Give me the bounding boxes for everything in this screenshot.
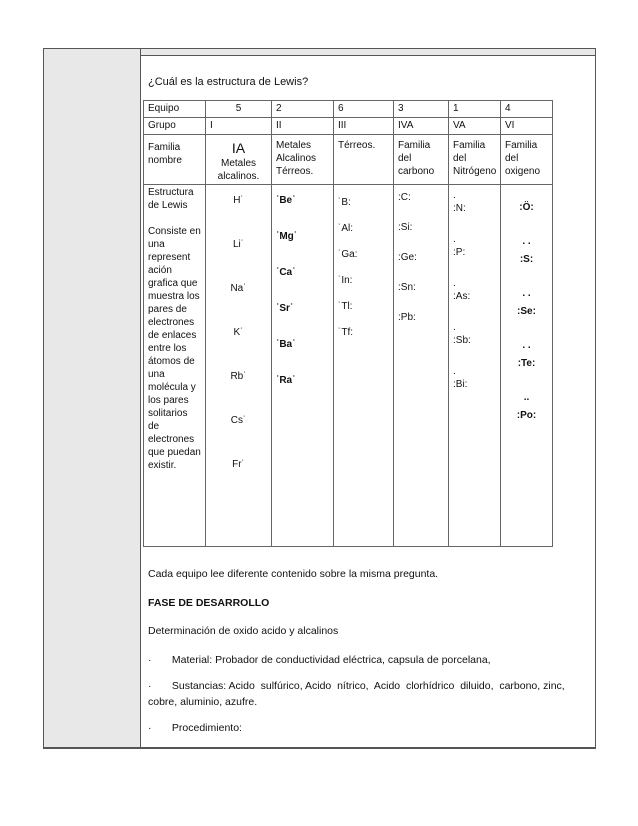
lewis-symbol: ˙Ba˙ <box>276 339 296 350</box>
grupo-cell: VA <box>449 118 501 135</box>
lewis-symbol: ˙Ra˙ <box>276 375 296 386</box>
familia-row <box>144 135 553 185</box>
equipo-cell: 2 <box>272 101 334 118</box>
familia-ia-sub: Metales alcalinos. <box>217 158 260 182</box>
group3-lewis-cell <box>334 185 394 547</box>
lewis-symbol: ˙Tf: <box>338 327 353 338</box>
familia-cell: Familia del Nitrógeno <box>449 135 501 185</box>
lewis-symbol: . :P: <box>453 234 466 258</box>
lewis-symbol: ˙Ga: <box>338 249 358 260</box>
group1-lewis-cell <box>206 185 272 547</box>
equipo-cell: 5 <box>206 101 272 118</box>
lewis-symbol: :Si: <box>398 222 413 233</box>
grupo-cell: III <box>334 118 394 135</box>
grupo-cell: IVA <box>394 118 449 135</box>
grupo-cell: I <box>206 118 272 135</box>
lewis-symbol: K˙ <box>233 327 244 338</box>
lewis-symbol: :C: <box>398 192 411 203</box>
grupo-row <box>144 118 553 135</box>
lewis-symbol: ˙Tl: <box>338 301 353 312</box>
bullet-material: · Material: Probador de conductividad eléctrica, capsula de porcelana, <box>148 654 491 666</box>
lewis-symbol: ˙Ca˙ <box>276 267 296 278</box>
left-margin-column <box>44 49 141 749</box>
lewis-symbol: ˙B: <box>338 197 351 208</box>
lewis-symbol: ˙Al: <box>338 223 353 234</box>
equipo-cell: 6 <box>334 101 394 118</box>
lewis-structure-table <box>143 100 553 547</box>
familia-cell: Familia del oxigeno <box>501 135 553 185</box>
grupo-label: Grupo <box>144 118 206 135</box>
estructura-row <box>144 185 553 547</box>
familia-label: Familia nombre <box>144 135 206 185</box>
lewis-symbol: .. :Po: <box>516 392 537 421</box>
equipo-cell: 4 <box>501 101 553 118</box>
paragraph-subtitle: Determinación de oxido acido y alcalinos <box>148 625 339 637</box>
top-header-strip <box>141 49 595 56</box>
bullet-sustancias: · Sustancias: Acido sulfúrico, Acido nítrico, Acido clorhídrico diluido, carbono, zinc, <box>148 680 565 692</box>
lewis-symbol: . . :S: <box>519 236 534 265</box>
estructura-label-cell <box>144 185 206 547</box>
lewis-symbol: . . :Se: <box>517 288 536 317</box>
lewis-symbol: H˙ <box>233 195 244 206</box>
group2-lewis-cell <box>272 185 334 547</box>
grupo-cell: VI <box>501 118 553 135</box>
group5-lewis-cell <box>449 185 501 547</box>
lewis-symbol: ˙In: <box>338 275 353 286</box>
question-text: ¿Cuál es la estructura de Lewis? <box>148 76 309 88</box>
lewis-symbol: Cs˙ <box>230 415 247 426</box>
lewis-symbol: Rb˙ <box>230 371 247 382</box>
equipo-cell: 1 <box>449 101 501 118</box>
lewis-symbol: . . :Te: <box>517 340 536 369</box>
familia-cell: Térreos. <box>334 135 394 185</box>
familia-cell-ia <box>206 135 272 185</box>
lewis-symbol: Li˙ <box>232 239 245 250</box>
equipo-label: Equipo <box>144 101 206 118</box>
familia-cell: Familia del carbono <box>394 135 449 185</box>
lewis-symbol: . :Sb: <box>453 322 471 346</box>
paragraph-intro: Cada equipo lee diferente contenido sobre la misma pregunta. <box>148 568 439 580</box>
estructura-description: Consiste en una represent ación grafica que muestra los pares de electrones de enlaces entre los átomos de una molécula y los pares solitarios de electrones que puedan existir. <box>148 226 201 471</box>
bottom-border <box>43 747 596 749</box>
lewis-symbol: . :N: <box>453 190 466 214</box>
familia-ia-title: IA <box>231 140 246 156</box>
estructura-label: Estructura de Lewis <box>148 187 194 211</box>
lewis-symbol: ˙Be˙ <box>276 195 296 206</box>
equipo-row <box>144 101 553 118</box>
lewis-symbol: ˙Sr˙ <box>276 303 294 314</box>
lewis-symbol: Fr˙ <box>232 459 245 470</box>
familia-cell: Metales Alcalinos Térreos. <box>272 135 334 185</box>
equipo-cell: 3 <box>394 101 449 118</box>
lewis-symbol: . :Bi: <box>453 366 468 390</box>
bullet-sustancias-cont: cobre, aluminio, azufre. <box>148 696 258 708</box>
group4-lewis-cell <box>394 185 449 547</box>
bullet-procedimiento: · Procedimiento: <box>148 722 242 734</box>
lewis-symbol: :Sn: <box>398 282 416 293</box>
section-heading: FASE DE DESARROLLO <box>148 597 270 609</box>
lewis-symbol: ˙Mg˙ <box>276 231 298 242</box>
grupo-cell: II <box>272 118 334 135</box>
lewis-symbol: Na˙ <box>230 283 247 294</box>
lewis-symbol: :Ö: <box>519 202 534 213</box>
lewis-symbol: :Ge: <box>398 252 417 263</box>
lewis-symbol: :Pb: <box>398 312 416 323</box>
group6-lewis-cell <box>501 185 553 547</box>
lewis-symbol: . :As: <box>453 278 471 302</box>
